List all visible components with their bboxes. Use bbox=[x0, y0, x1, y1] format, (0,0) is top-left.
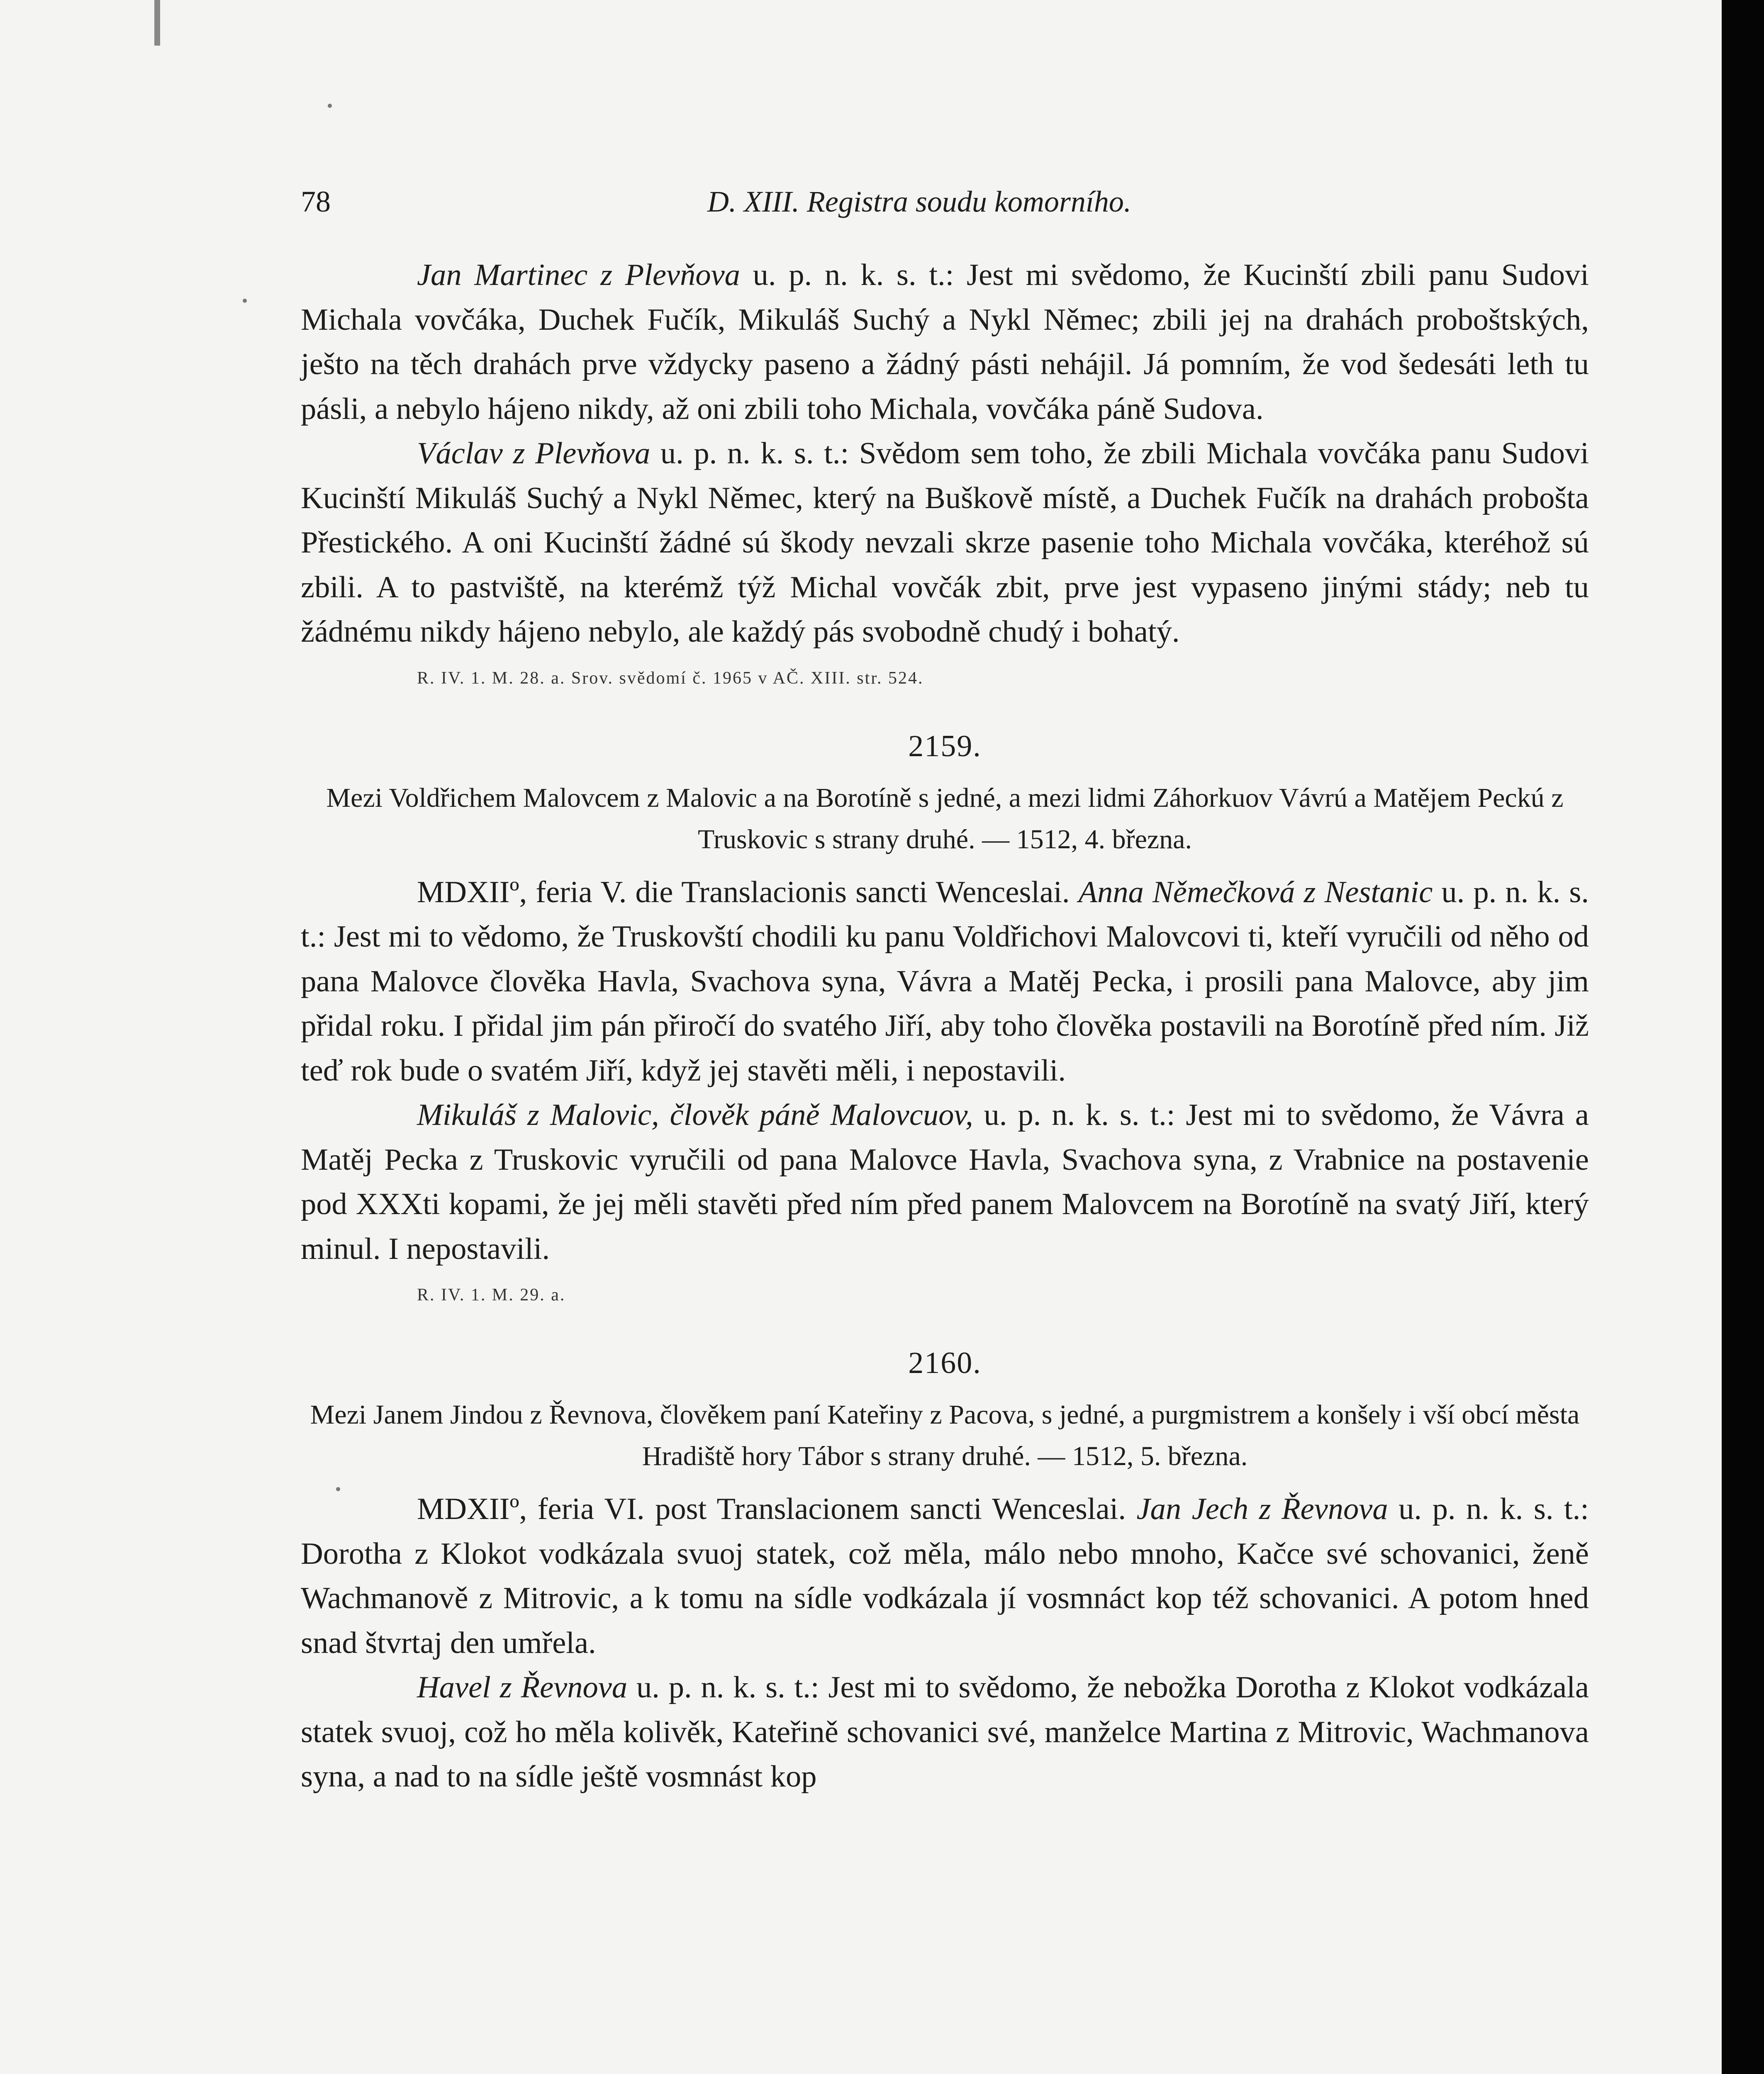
testimony-text: u. p. n. k. s. t.: Svědom sem toho, že zbili Michala vovčáka panu Sudovi Kucinští Mikuláš Suchý a Nykl Němec, který na Buškově místě, a Duchek Fučík na drahách probošta Přestického. A oni Kucinští žádné sú škody nevzali skrze pasenie toho Michala vovčáka, kteréhož sú zbili. A to pastviště, na kterémž týž Michal vovčák zbit, prve jest vypaseno jinými stády; neb tu žádnému nikdy hájeno nebylo, ale každý pás svobodně chudý i bohatý. bbox=[301, 436, 1589, 649]
date-lead: MDXIIº, feria VI. post Translacionem sancti Wenceslai. bbox=[417, 1492, 1137, 1526]
page-body bbox=[301, 253, 1589, 1799]
testimony-paragraph bbox=[301, 431, 1589, 655]
speaker-name: Mikuláš z Malovic, člověk páně Malovcuov, bbox=[417, 1098, 973, 1132]
testimony-paragraph bbox=[301, 1665, 1589, 1799]
testimony-paragraph bbox=[301, 870, 1589, 1093]
source-reference: R. IV. 1. M. 29. a. bbox=[417, 1285, 566, 1305]
running-title: D. XIII. Registra soudu komorního. bbox=[707, 185, 1131, 218]
entry-summary: Mezi Janem Jindou z Řevnova, člověkem paní Kateřiny z Pacova, s jedné, a purgmistrem a konšely i vší obcí města Hradiště hory Tábor s strany druhé. — 1512, 5. března. bbox=[310, 1400, 1580, 1471]
date-lead: MDXIIº, feria V. die Translacionis sancti Wenceslai. bbox=[417, 875, 1079, 909]
scan-mark bbox=[154, 0, 160, 46]
testimony-text: u. p. n. k. s. t.: Jest mi to vědomo, že Truskovští chodili ku panu Voldřichovi Malovcovi ti, kteří vyručili od něho od pana Malovce člověka Havla, Svachova syna, Vávra a Matěj Pecka, i prosili pana Malovce, aby jim přidal roku. I přidal jim pán přiročí do svatého Jiří, aby toho člověka postavili na Borotíně před ním. Již teď rok bude o svatém Jiří, když jej stavěti měli, i nepostavili. bbox=[301, 875, 1589, 1088]
testimony-paragraph bbox=[301, 253, 1589, 431]
speaker-name: Havel z Řevnova bbox=[417, 1670, 628, 1704]
testimony-text: u. p. n. k. s. t.: Jest mi to svědomo, že nebožka Dorotha z Klokot vodkázala statek svuoj, což ho měla kolivěk, Kateřině schovanici své, manželce Martina z Mitrovic, Wachmanova syna, a nad to na sídle ještě vosmnást kop bbox=[301, 1670, 1589, 1794]
speaker-name: Jan Jech z Řevnova bbox=[1136, 1492, 1388, 1526]
scan-speck bbox=[328, 104, 332, 108]
page-number: 78 bbox=[301, 185, 331, 218]
testimony-paragraph bbox=[301, 1487, 1589, 1665]
page-header bbox=[301, 185, 1392, 230]
testimony-text: u. p. n. k. s. t.: Jest mi to svědomo, že Vávra a Matěj Pecka z Truskovic vyručili od pana Malovce Havla, Svachova syna, z Vrabnice na postavenie pod XXXti kopami, že jej měli stavěti před ním před panem Malovcem na Borotíně na svatý Jiří, který minul. I nepostavili. bbox=[301, 1098, 1589, 1266]
entry-number: 2159. bbox=[908, 729, 982, 763]
entry-summary: Mezi Voldřichem Malovcem z Malovic a na Borotíně s jedné, a mezi lidmi Záhorkuov Vávrú a Matějem Peckú z Truskovic s strany druhé. — 1512, 4. března. bbox=[326, 782, 1564, 854]
entry-number: 2160. bbox=[908, 1346, 982, 1380]
speaker-name: Jan Martinec z Plevňova bbox=[417, 258, 740, 292]
testimony-text: u. p. n. k. s. t.: Dorotha z Klokot vodkázala svuoj statek, což měla, málo nebo mnoho, Kačce své schovanici, ženě Wachmanově z Mitrovic, a k tomu na sídle vodkázala jí vosmnáct kop též schovanici. A potom hned snad štvrtaj den umřela. bbox=[301, 1492, 1589, 1660]
testimony-text: u. p. n. k. s. t.: Jest mi svědomo, že Kucinští zbili panu Sudovi Michala vovčáka, Duchek Fučík, Mikuláš Suchý a Nykl Němec; zbili jej na drahách proboštských, ješto na těch drahách prve vždycky paseno a žádný pásti nehájil. Já pomním, že vod šedesáti leth tu pásli, a nebylo hájeno nikdy, až oni zbili toho Michala, vovčáka páně Sudova. bbox=[301, 258, 1589, 426]
speaker-name: Václav z Plevňova bbox=[417, 436, 651, 470]
source-reference: R. IV. 1. M. 28. a. Srov. svědomí č. 1965 v AČ. XIII. str. 524. bbox=[417, 668, 924, 688]
scan-speck bbox=[243, 299, 247, 303]
testimony-paragraph bbox=[301, 1093, 1589, 1271]
speaker-name: Anna Němečková z Nestanic bbox=[1078, 875, 1433, 909]
scan-edge bbox=[1722, 0, 1764, 2074]
